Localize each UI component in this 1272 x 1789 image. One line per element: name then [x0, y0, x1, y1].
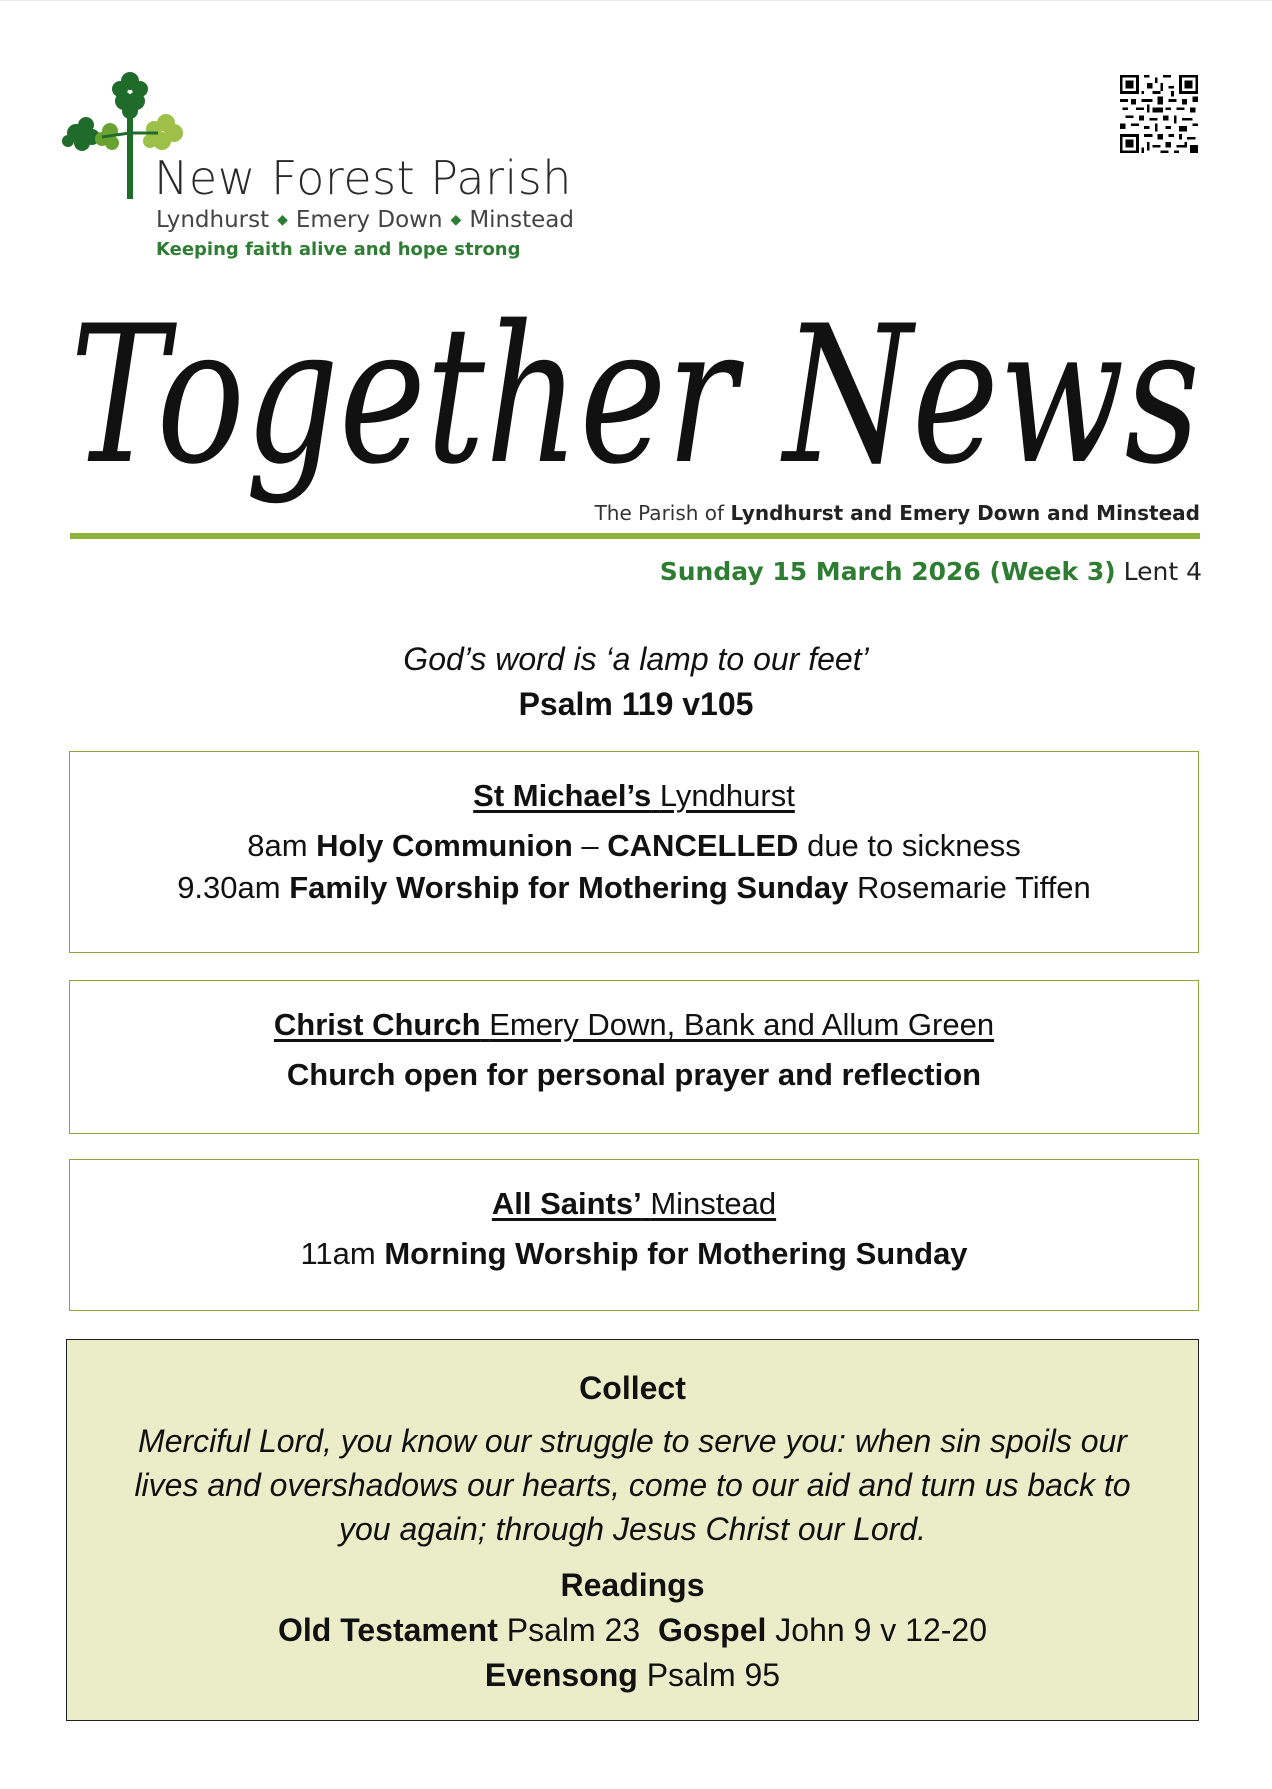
- service-time: 8am: [247, 828, 308, 863]
- service-leader: Rosemarie Tiffen: [857, 870, 1091, 905]
- service-note: due to sickness: [807, 828, 1021, 863]
- date-line: [660, 557, 1202, 586]
- verse-quote: God’s word is ‘a lamp to our feet’: [403, 641, 869, 677]
- title-script-text: Together News: [70, 285, 1200, 506]
- service-line: [70, 828, 1198, 864]
- reading-value: John 9 v 12-20: [775, 1612, 987, 1648]
- readings-title: Readings: [560, 1567, 705, 1603]
- service-name: Church open for personal prayer and reflection: [286, 1057, 982, 1092]
- diamond-separator-icon: ◆: [277, 212, 288, 228]
- church-name: Christ Church: [273, 1007, 481, 1042]
- church-box-st-michaels: [69, 751, 1199, 953]
- dash: –: [581, 828, 599, 863]
- parish-name: New Forest Parish: [154, 151, 572, 205]
- readings-line: [67, 1657, 1198, 1694]
- verse-reference: Psalm 119 v105: [518, 686, 754, 722]
- service-name: Family Worship for Mothering Sunday: [289, 870, 849, 905]
- liturgical-week: Lent 4: [1123, 557, 1202, 586]
- prayer-line: you again; through Jesus Christ our Lord.: [339, 1511, 926, 1547]
- service-name: Holy Communion: [316, 828, 573, 863]
- church-heading: [70, 1186, 1198, 1222]
- place-minstead: Minstead: [469, 207, 574, 233]
- parish-places: [156, 207, 574, 233]
- diamond-separator-icon: ◆: [450, 212, 462, 228]
- place-lyndhurst: Lyndhurst: [156, 207, 270, 233]
- church-heading: [70, 1007, 1198, 1043]
- church-name: St Michael’s: [473, 778, 652, 813]
- service-line: [70, 1236, 1198, 1272]
- church-place: Lyndhurst: [659, 778, 795, 813]
- service-line: [70, 1057, 1198, 1093]
- church-place: Emery Down, Bank and Allum Green: [489, 1007, 995, 1042]
- reading-value: Psalm 95: [646, 1657, 781, 1693]
- verse-block: [0, 641, 1272, 723]
- service-time: 11am: [300, 1236, 376, 1271]
- parish-line-names: Lyndhurst and Emery Down and Minstead: [730, 501, 1200, 525]
- place-emery-down: Emery Down: [295, 207, 443, 233]
- service-status: CANCELLED: [607, 828, 799, 863]
- header-rule: [70, 533, 1200, 539]
- reading-label: Gospel: [657, 1612, 767, 1648]
- parish-line-prefix: The Parish of: [594, 501, 725, 525]
- church-place: Minstead: [650, 1186, 777, 1221]
- church-name: All Saints’: [491, 1186, 642, 1221]
- service-line: [70, 870, 1198, 906]
- collect-title: Collect: [579, 1370, 686, 1406]
- readings-line: [67, 1612, 1198, 1649]
- collect-box: [66, 1339, 1199, 1721]
- prayer-line: lives and overshadows our hearts, come to our aid and turn us back to: [134, 1467, 1131, 1503]
- date-text: Sunday 15 March 2026 (Week 3): [659, 557, 1116, 586]
- reading-label: Old Testament: [277, 1612, 498, 1648]
- qr-code-icon: [1120, 75, 1198, 153]
- church-box-christ-church: [69, 980, 1199, 1134]
- reading-label: Evensong: [484, 1657, 638, 1693]
- service-time: 9.30am: [177, 870, 281, 905]
- parish-line: [595, 501, 1200, 525]
- service-name: Morning Worship for Mothering Sunday: [384, 1236, 968, 1271]
- church-box-all-saints: [69, 1159, 1199, 1311]
- prayer-line: Merciful Lord, you know our struggle to serve you: when sin spoils our: [138, 1423, 1127, 1459]
- collect-prayer: [119, 1419, 1146, 1551]
- reading-value: Psalm 23: [506, 1612, 641, 1648]
- tagline: Keeping faith alive and hope strong: [156, 239, 521, 260]
- church-heading: [70, 778, 1198, 814]
